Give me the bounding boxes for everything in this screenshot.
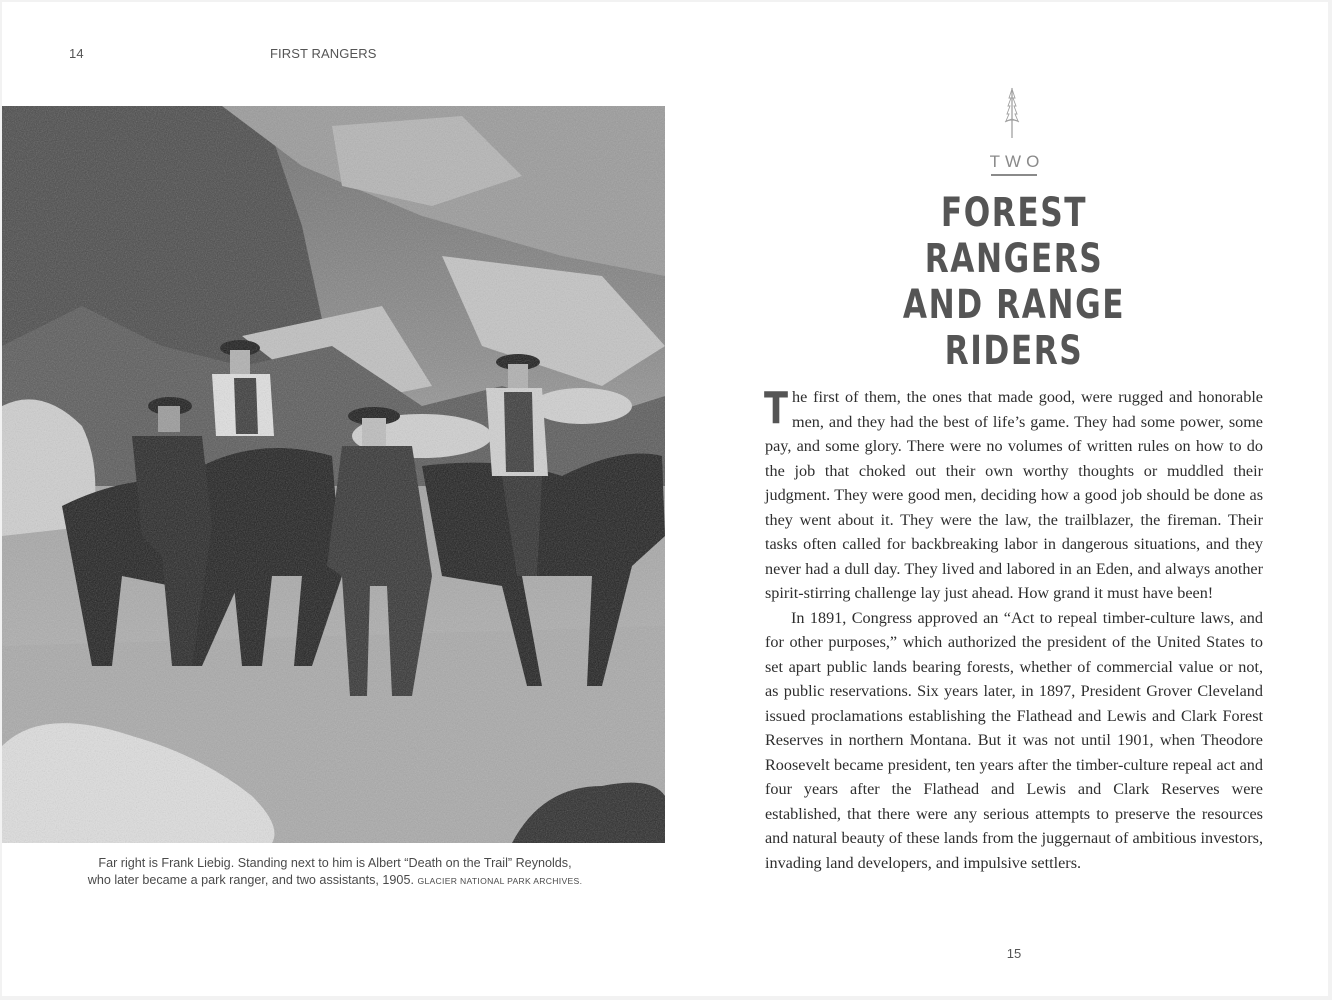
- caption-line-1: Far right is Frank Liebig. Standing next to him is Albert “Death on the Trail” Reynolds,: [98, 856, 572, 870]
- film-grain: [2, 106, 665, 843]
- page-number-right: 15: [1006, 946, 1022, 961]
- page-number-left: 14: [69, 46, 84, 61]
- caption-line-2-text: who later became a park ranger, and two assistants, 1905.: [87, 873, 414, 887]
- book-spread: [2, 2, 1328, 996]
- chapter-number-underline: [991, 174, 1037, 176]
- caption-line-2: [2, 872, 668, 890]
- photo-credit: GLACIER NATIONAL PARK ARCHIVES.: [417, 876, 583, 886]
- body-text: [765, 385, 1263, 875]
- drop-cap: T: [764, 383, 789, 434]
- paragraph-1-text: he first of them, the ones that made good, were rugged and honorable men, and they had the best of life’s game. They had some power, some pay, and some glory. There were no volumes of written rules on how to do the job that choked out their own worthy thoughts or muddled their judgment. They were good men, deciding how a good job should be done as they went about it. They were the law, the trailblazer, the fireman. Their tasks often called for backbreaking labor in dangerous situations, and they never had a dull day. They lived and labored in an Eden, and always another spirit-stirring challenge lay just ahead. How grand it must have been!: [765, 388, 1263, 602]
- chapter-title: [849, 190, 1180, 374]
- photo-caption: [2, 855, 668, 890]
- chapter-title-line-1: FOREST RANGERS: [924, 190, 1104, 282]
- chapter-title-line-2: AND RANGE RIDERS: [902, 282, 1126, 374]
- paragraph-1: [765, 385, 1263, 606]
- photo-illustration: [2, 106, 665, 843]
- chapter-number: TWO: [989, 152, 1045, 171]
- running-title: FIRST RANGERS: [270, 46, 377, 61]
- paragraph-2: In 1891, Congress approved an “Act to repeal timber-culture laws, and for other purposes,” which authorized the president of the United States to set apart public lands bearing forests, whether of commercial value or not, as public reservations. Six years later, in 1897, President Grover Cleveland issued proclamations establishing the Flathead and Lewis and Clark Forest Reserves in northern Montana. But it was not until 1901, when Theodore Roosevelt became president, ten years after the timber-culture repeal act and four years after the Flathead and Lewis and Clark Reserves were established, that there were any serious attempts to preserve the resources and natural beauty of these lands from the juggernaut of ambitious investors, invading land developers, and impulsive settlers.: [765, 608, 1263, 872]
- pine-tree-icon: [1000, 86, 1024, 140]
- historic-photo: [2, 106, 665, 843]
